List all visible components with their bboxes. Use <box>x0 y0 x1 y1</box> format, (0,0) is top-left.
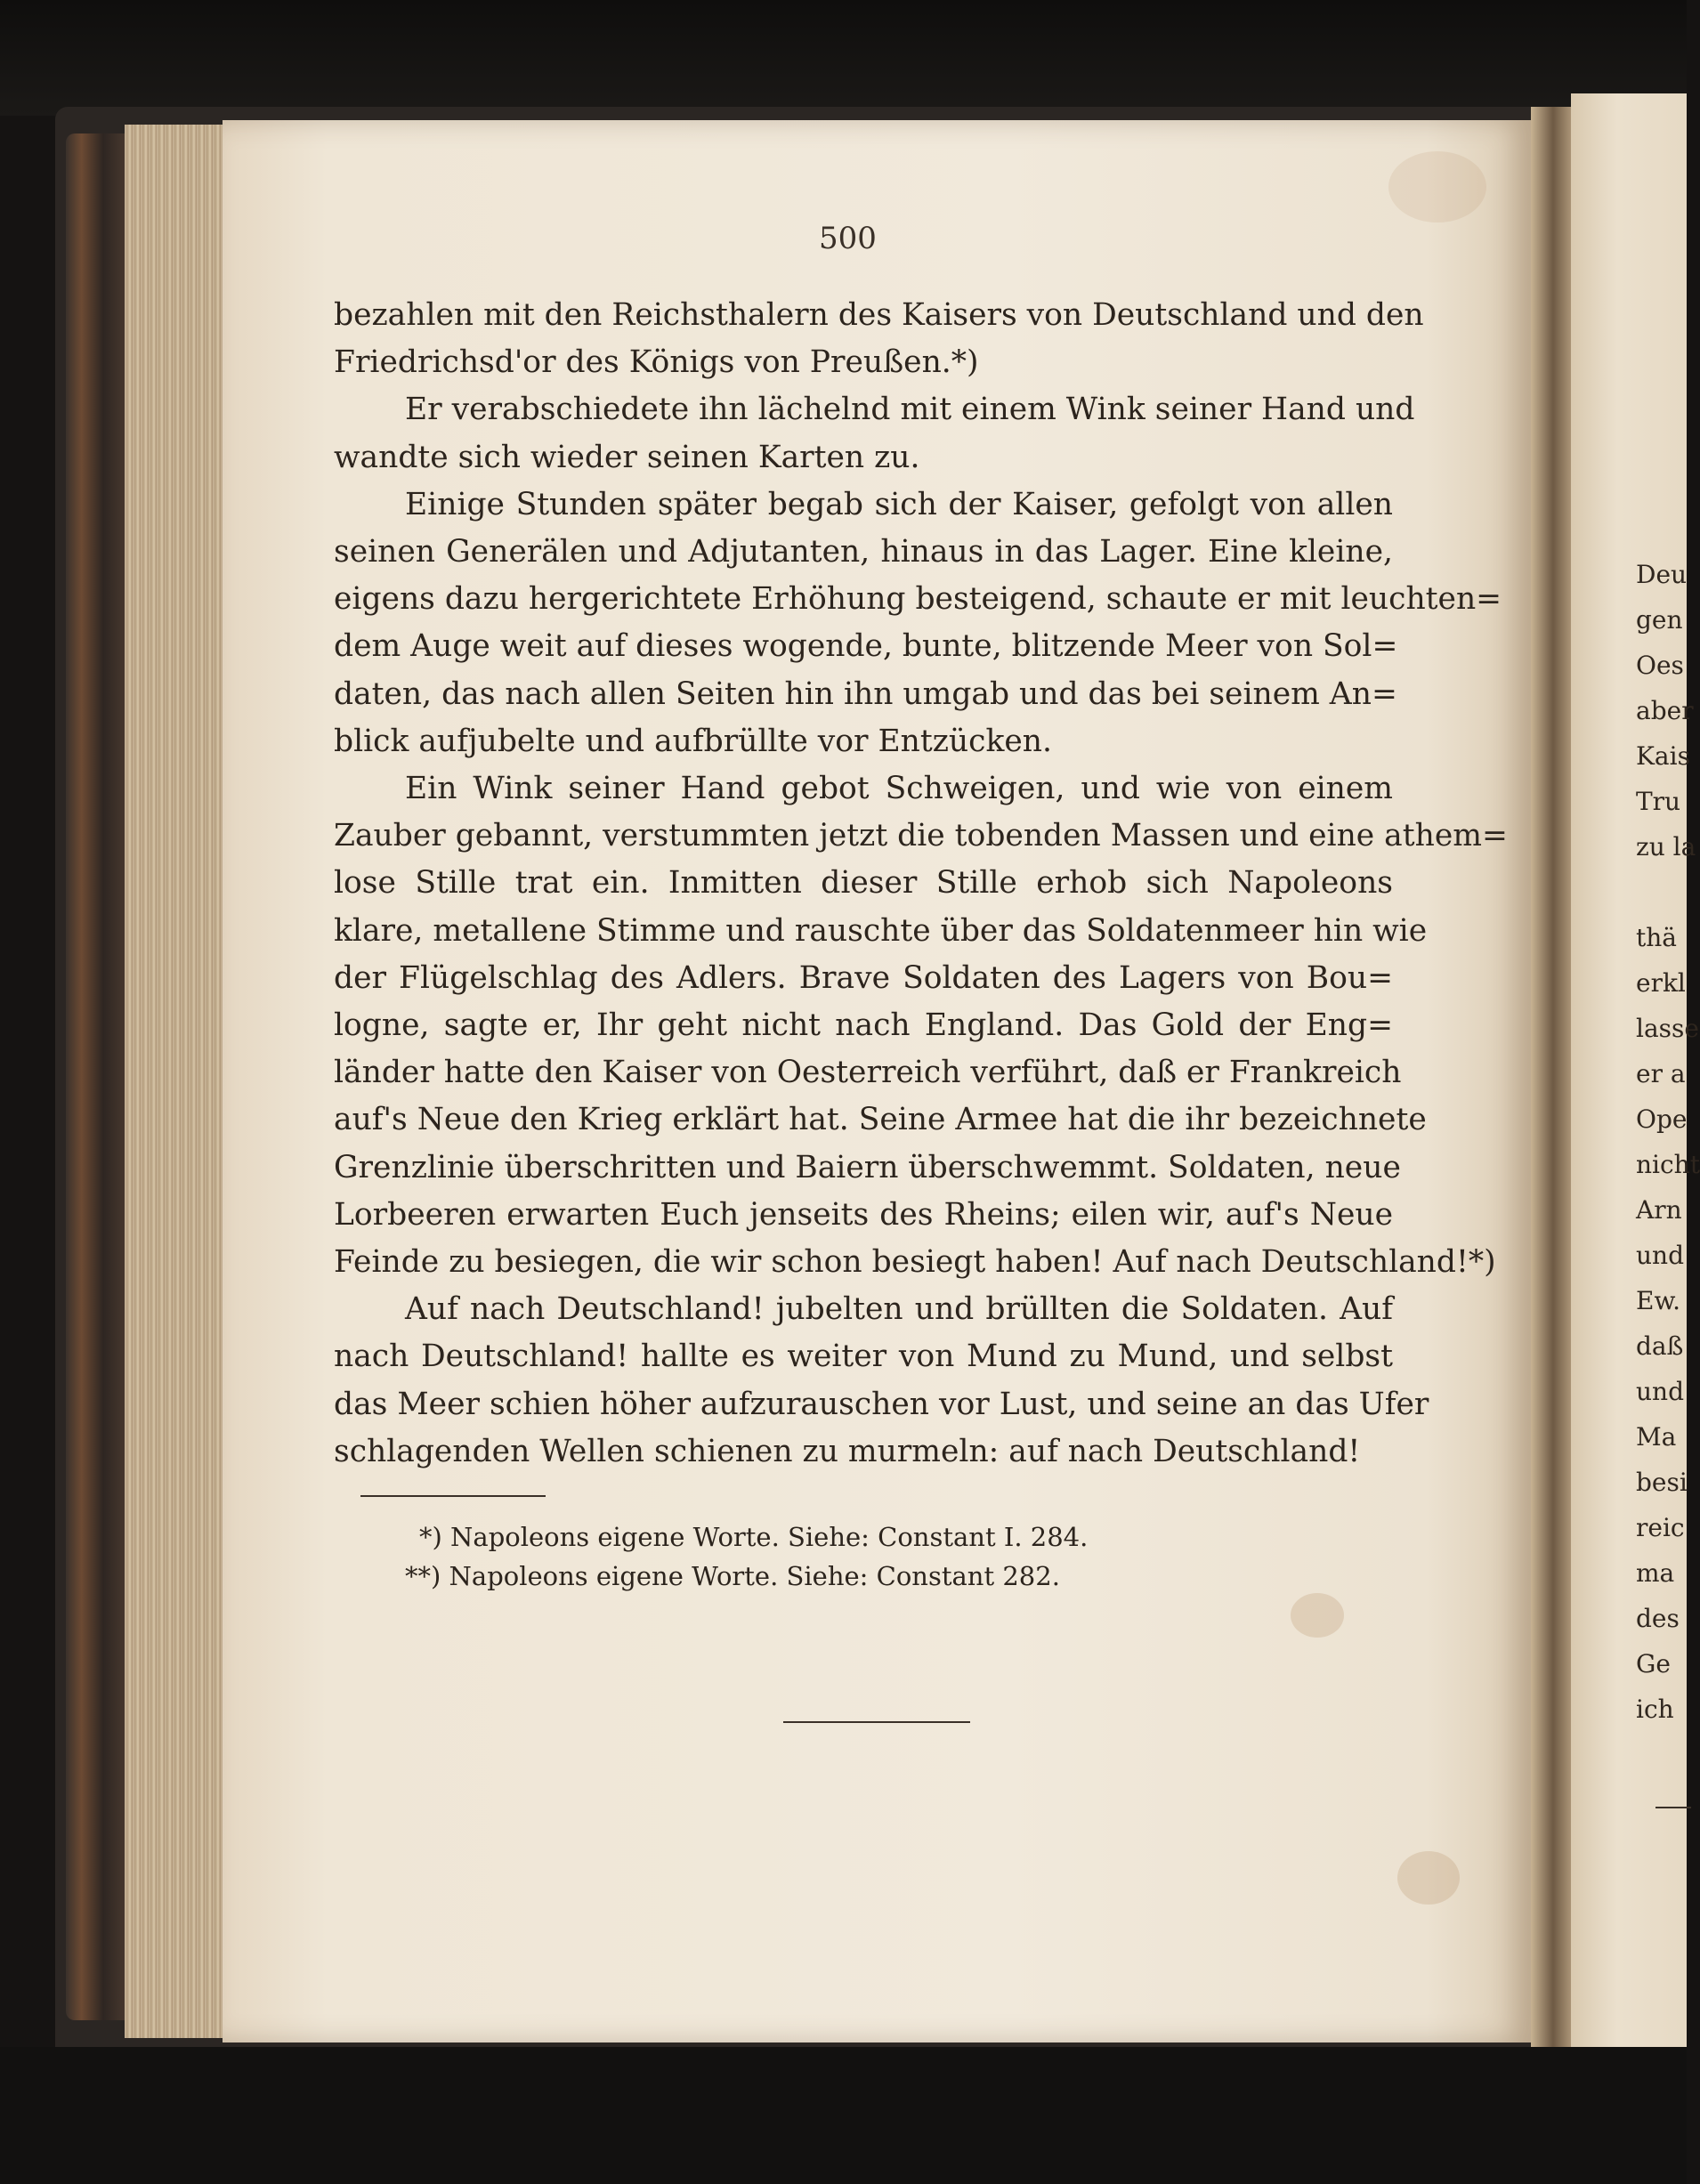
text-fragment: besi <box>1636 1468 1688 1497</box>
paper-stain <box>1397 1851 1460 1905</box>
text-line: bezahlen mit den Reichsthalern des Kaisers von Deutschland und den <box>334 297 1424 333</box>
text-fragment: Ew. <box>1636 1286 1680 1315</box>
text-fragment: Arn <box>1636 1195 1682 1225</box>
text-fragment: reic <box>1636 1513 1685 1542</box>
text-line: länder hatte den Kaiser von Oesterreich verführt, daß er Frankreich <box>334 1055 1402 1091</box>
body-text <box>334 292 1508 1476</box>
text-line: nach Deutschland! hallte es weiter von Mund zu Mund, und selbst <box>334 1339 1393 1375</box>
text-line: wandte sich wieder seinen Karten zu. <box>334 439 920 475</box>
text-line: Einige Stunden später begab sich der Kaiser, gefolgt von allen <box>405 486 1393 522</box>
text-line: dem Auge weit auf dieses wogende, bunte, blitzende Meer von Sol= <box>334 628 1398 665</box>
footnote-separator <box>360 1495 546 1497</box>
text-line: blick aufjubelte und aufbrüllte vor Entzücken. <box>334 723 1052 759</box>
text-line: daten, das nach allen Seiten hin ihn umgab und das bei seinem An= <box>334 675 1397 712</box>
text-fragment: aber <box>1636 696 1694 725</box>
text-line: auf's Neue den Krieg erklärt hat. Seine Armee hat die ihr bezeichnete <box>334 1102 1427 1138</box>
book-gutter <box>1531 107 1575 2056</box>
text-fragment: Deu <box>1636 560 1688 589</box>
text-line: der Flügelschlag des Adlers. Brave Soldaten des Lagers von Bou= <box>334 959 1393 996</box>
text-fragment: erkl <box>1636 968 1686 998</box>
text-line: Auf nach Deutschland! jubelten und brüllten die Soldaten. Auf <box>405 1291 1393 1328</box>
text-line: seinen Generälen und Adjutanten, hinaus in das Lager. Eine kleine, <box>334 534 1393 570</box>
text-fragment: und <box>1636 1241 1684 1270</box>
footnote-1: *) Napoleons eigene Worte. Siehe: Constant I. 284. <box>419 1522 1089 1552</box>
text-line: Friedrichsd'or des Königs von Preußen.*) <box>334 344 979 381</box>
text-fragment: daß <box>1636 1331 1684 1361</box>
text-line: das Meer schien höher aufzurauschen vor Lust, und seine an das Ufer <box>334 1386 1429 1422</box>
text-fragment: Oes <box>1636 651 1684 680</box>
text-fragment: Ope <box>1636 1104 1688 1134</box>
footnote-2: **) Napoleons eigene Worte. Siehe: Constant 282. <box>405 1561 1060 1591</box>
end-of-chapter-rule <box>783 1721 970 1723</box>
text-fragment: ma <box>1636 1558 1675 1588</box>
text-line: Feinde zu besiegen, die wir schon besiegt haben! Auf nach Deutschland!*) <box>334 1244 1496 1281</box>
text-fragment: Tru <box>1636 787 1681 816</box>
paper-stain <box>1388 151 1486 222</box>
right-page-rule <box>1655 1807 1691 1808</box>
text-fragment: nicht <box>1636 1150 1700 1179</box>
background-top <box>0 0 1687 116</box>
text-fragment: Ge <box>1636 1649 1671 1678</box>
background-bottom <box>0 2047 1687 2184</box>
paper-stain <box>1291 1593 1344 1638</box>
text-line: Zauber gebannt, verstummten jetzt die tobenden Massen und eine athem= <box>334 818 1508 854</box>
text-line: lose Stille trat ein. Inmitten dieser Stille erhob sich Napoleons <box>334 865 1393 902</box>
text-line: schlagenden Wellen schienen zu murmeln: auf nach Deutschland! <box>334 1433 1361 1469</box>
text-fragment: lasse <box>1636 1014 1699 1043</box>
text-line: Grenzlinie überschritten und Baiern überschwemmt. Soldaten, neue <box>334 1149 1401 1185</box>
page-edge-stack <box>125 125 231 2038</box>
text-fragment: Kais <box>1636 741 1690 771</box>
text-fragment: ich <box>1636 1695 1674 1724</box>
text-line: eigens dazu hergerichtete Erhöhung besteigend, schaute er mit leuchten= <box>334 581 1502 618</box>
text-fragment: gen <box>1636 605 1683 635</box>
page-number: 500 <box>819 221 877 256</box>
book-spine-edge <box>66 133 128 2020</box>
text-fragment: thä <box>1636 923 1677 952</box>
text-line: Lorbeeren erwarten Euch jenseits des Rheins; eilen wir, auf's Neue <box>334 1196 1393 1233</box>
text-line: Er verabschiedete ihn lächelnd mit einem Wink seiner Hand und <box>405 392 1415 428</box>
text-fragment: und <box>1636 1377 1684 1406</box>
text-fragment: er a <box>1636 1059 1686 1088</box>
text-fragment: des <box>1636 1604 1680 1633</box>
text-fragment: Ma <box>1636 1422 1677 1452</box>
paragraph-gap <box>1636 870 1689 915</box>
footnotes <box>360 1517 1162 1596</box>
text-line: klare, metallene Stimme und rauschte über das Soldatenmeer hin wie <box>334 912 1428 949</box>
text-fragment: zu la <box>1636 832 1696 861</box>
text-line: logne, sagte er, Ihr geht nicht nach England. Das Gold der Eng= <box>334 1007 1393 1044</box>
right-page-text-fragments <box>1636 552 1700 1732</box>
text-line: Ein Wink seiner Hand gebot Schweigen, und wie von einem <box>405 771 1393 807</box>
